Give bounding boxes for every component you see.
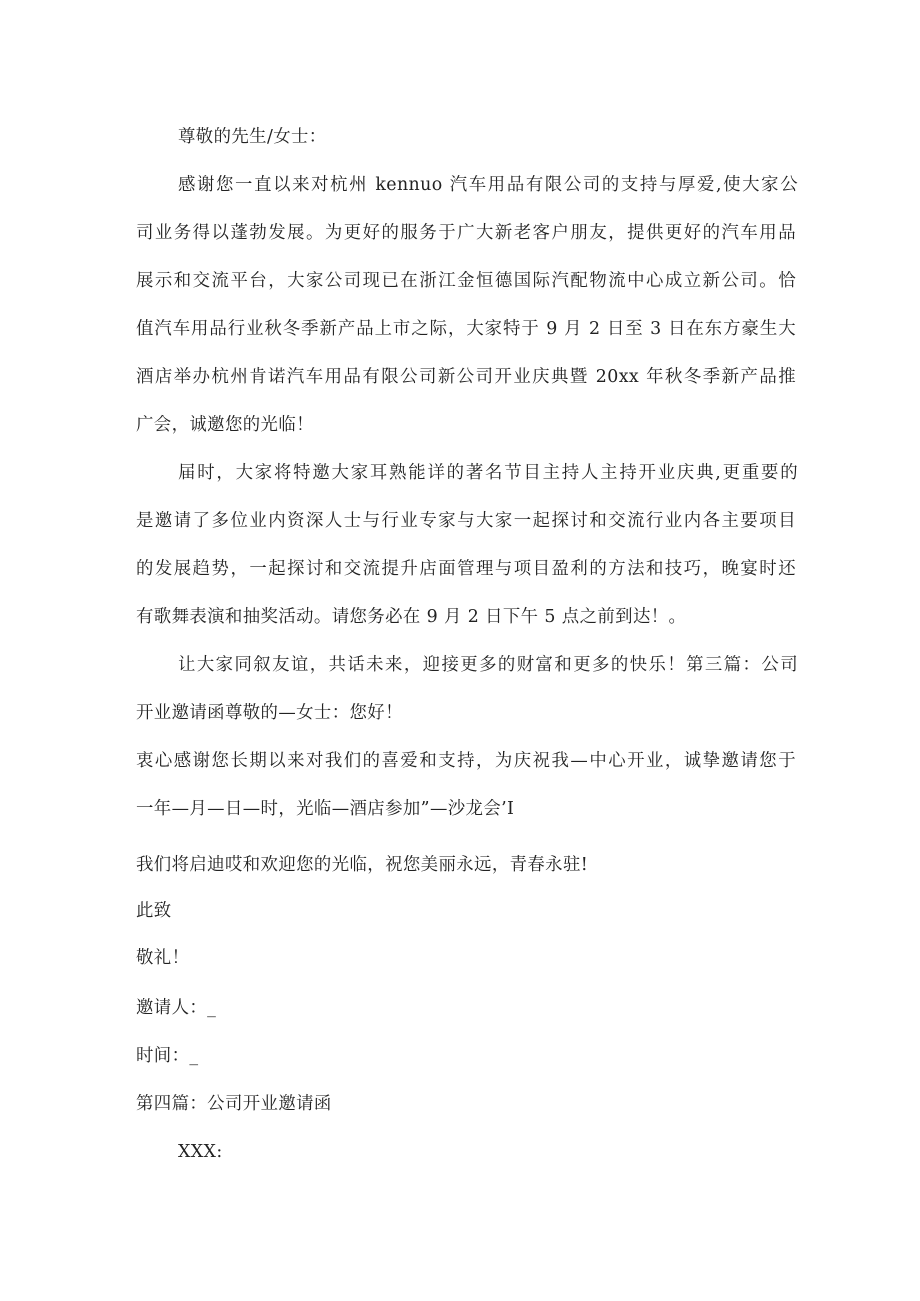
paragraph-4-line-1: 衷心感谢您长期以来对我们的喜爱和支持，为庆祝我—中心开业，诚挚邀请您于 (136, 751, 796, 771)
paragraph-1-line-5: 酒店举办杭州肯诺汽车用品有限公司新公司开业庆典暨 20xx 年秋冬季新产品推 (136, 367, 796, 387)
paragraph-2-line-4: 有歌舞表演和抽奖活动。请您务必在 9 月 2 日下午 5 点之前到达！。 (136, 607, 687, 627)
paragraph-3-line-1: 让大家同叙友谊，共话未来，迎接更多的财富和更多的快乐！第三篇：公司 (178, 655, 798, 675)
paragraph-2-line-2: 是邀请了多位业内资深人士与行业专家与大家一起探讨和交流行业内各主要项目 (136, 511, 796, 531)
paragraph-2-line-3: 的发展趋势，一起探讨和交流提升店面管理与项目盈利的方法和技巧，晚宴时还 (136, 559, 796, 579)
recipient-line: XXX: (178, 1142, 223, 1162)
paragraph-3-line-2: 开业邀请函尊敬的—女士：您好！ (136, 703, 403, 723)
paragraph-4-line-2: 一年—月—日—时，光临—酒店参加”—沙龙会’I (136, 799, 515, 819)
closing-jing-li: 敬礼！ (136, 948, 190, 968)
paragraph-1-line-2: 司业务得以蓬勃发展。为更好的服务于广大新老客户朋友，提供更好的汽车用品 (136, 223, 796, 243)
paragraph-1-line-3: 展示和交流平台，大家公司现已在浙江金恒德国际汽配物流中心成立新公司。恰 (136, 271, 796, 291)
closing-ci-zhi: 此致 (136, 901, 172, 921)
welcome-line: 我们将启迪哎和欢迎您的光临，祝您美丽永远，青春永驻! (136, 855, 589, 875)
paragraph-2-line-1: 届时，大家将特邀大家耳熟能详的著名节目主持人主持开业庆典,更重要的 (178, 463, 798, 483)
paragraph-1-line-4: 值汽车用品行业秋冬季新产品上市之际，大家特于 9 月 2 日至 3 日在东方豪生大 (136, 319, 796, 339)
paragraph-1-line-6: 广会，诚邀您的光临！ (136, 415, 314, 435)
time-field: 时间：_ (136, 1046, 199, 1066)
section-4-title: 第四篇：公司开业邀请函 (136, 1094, 332, 1114)
inviter-field: 邀请人：_ (136, 998, 217, 1018)
salutation: 尊敬的先生/女士： (178, 127, 327, 147)
paragraph-1-line-1: 感谢您一直以来对杭州 kennuo 汽车用品有限公司的支持与厚爱,使大家公 (178, 175, 798, 195)
